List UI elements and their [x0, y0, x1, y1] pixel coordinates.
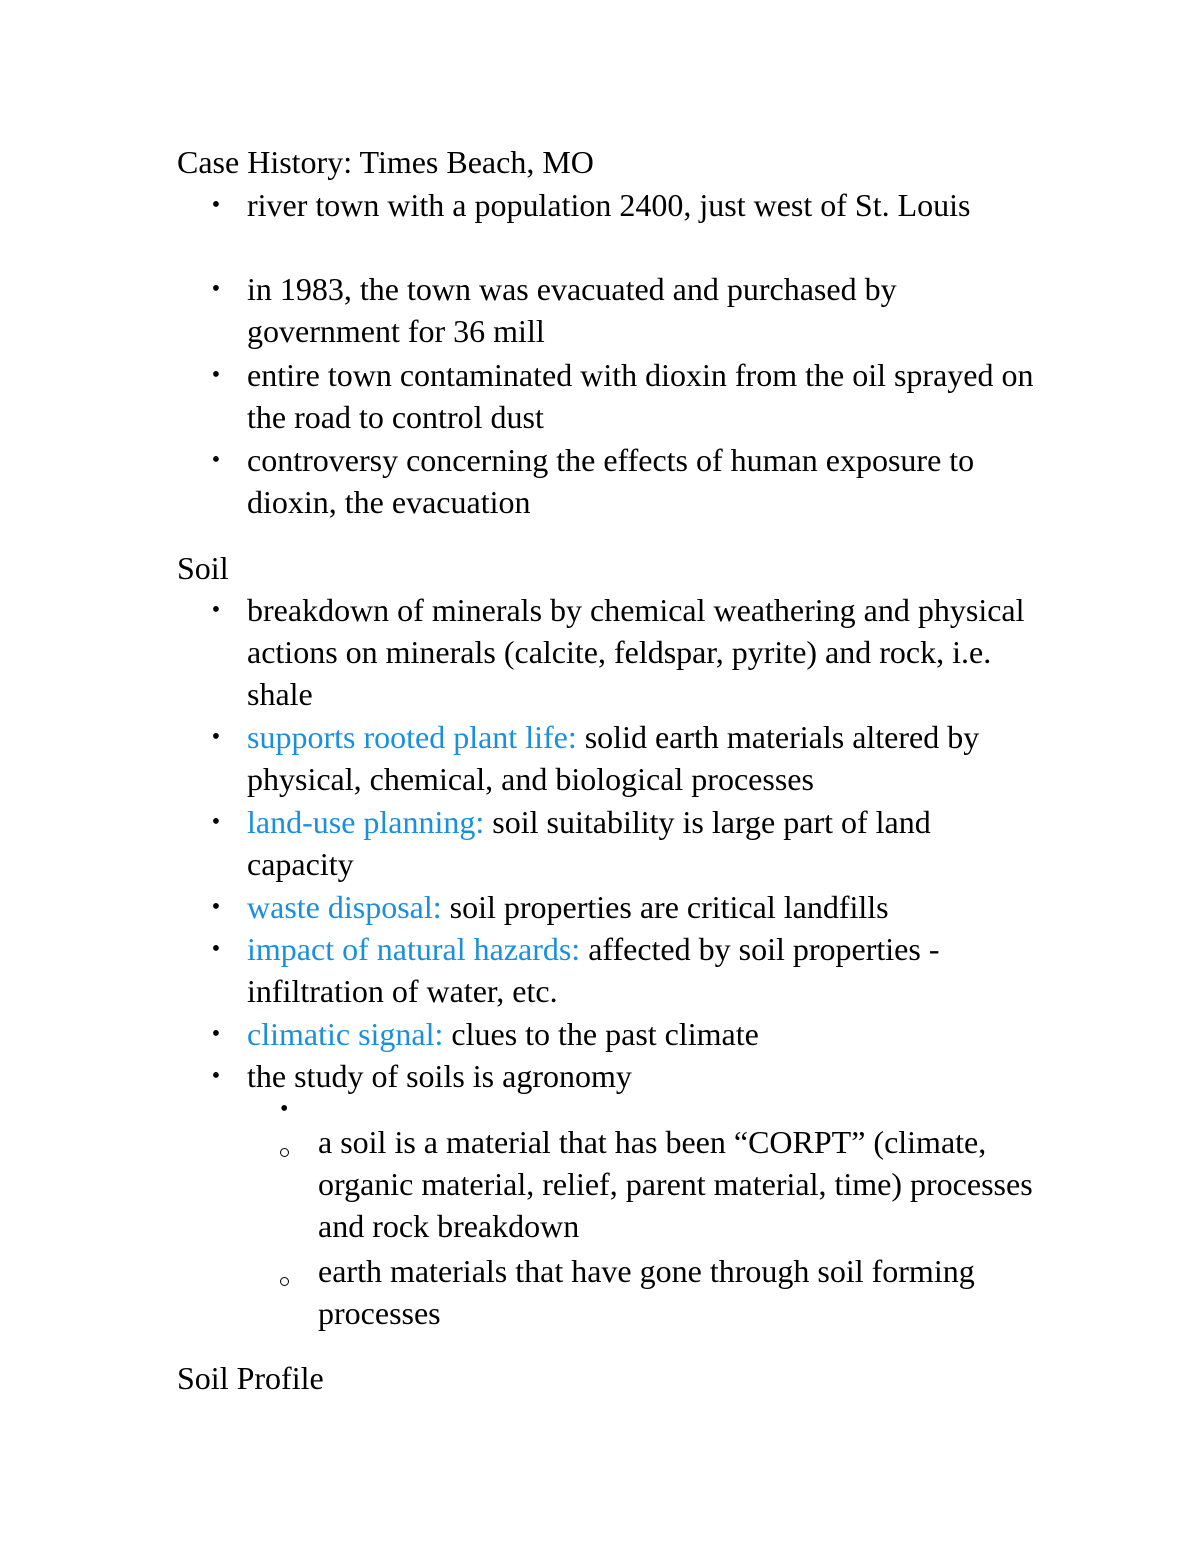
list-item: • land-use planning: soil suitability is large part of land capacity	[247, 801, 1037, 885]
bullet-icon: •	[211, 362, 221, 388]
bullet-icon: •	[211, 447, 221, 473]
list-item: • waste disposal: soil properties are critical landfills	[247, 886, 1037, 928]
bullet-icon: •	[211, 1021, 221, 1047]
bullet-icon: •	[211, 809, 221, 835]
soil-heading: Soil	[177, 550, 229, 586]
empty-bullet-icon: •	[280, 1096, 289, 1122]
bullet-icon: •	[211, 724, 221, 750]
term-label: climatic signal:	[247, 1016, 444, 1052]
term-label: impact of natural hazards:	[247, 931, 581, 967]
sub-list-item: earth materials that have gone through soil forming processes	[318, 1250, 1038, 1334]
list-item: • in 1983, the town was evacuated and purchased by government for 36 mill	[247, 268, 1037, 352]
bullet-icon: •	[211, 894, 221, 920]
bullet-icon: •	[211, 1063, 221, 1089]
term-label: waste disposal:	[247, 889, 442, 925]
term-label: land-use planning:	[247, 804, 485, 840]
case-history-heading: Case History: Times Beach, MO	[177, 144, 594, 180]
bullet-icon: •	[211, 276, 221, 302]
list-item: • supports rooted plant life: solid earth materials altered by physical, chemical, and biological processes	[247, 716, 1037, 800]
list-item: • breakdown of minerals by chemical weathering and physical actions on minerals (calcite, feldspar, pyrite) and rock, i.e. shale	[247, 589, 1037, 715]
list-item: • impact of natural hazards: affected by soil properties - infiltration of water, etc.	[247, 928, 1037, 1012]
bullet-icon: •	[211, 192, 221, 218]
sub-list-item: a soil is a material that has been “CORPT” (climate, organic material, relief, parent material, time) processes and rock breakdown	[318, 1121, 1038, 1247]
term-label: supports rooted plant life:	[247, 719, 577, 755]
soil-profile-heading: Soil Profile	[177, 1360, 324, 1396]
circle-bullet-icon	[280, 1148, 289, 1157]
list-item: • river town with a population 2400, just west of St. Louis	[247, 184, 1037, 226]
bullet-icon: •	[211, 597, 221, 623]
list-item: • the study of soils is agronomy	[247, 1055, 1037, 1097]
list-item: • entire town contaminated with dioxin from the oil sprayed on the road to control dust	[247, 354, 1037, 438]
list-item: • controversy concerning the effects of human exposure to dioxin, the evacuation	[247, 439, 1037, 523]
list-item: • climatic signal: clues to the past climate	[247, 1013, 1037, 1055]
circle-bullet-icon	[280, 1277, 289, 1286]
bullet-icon: •	[211, 936, 221, 962]
